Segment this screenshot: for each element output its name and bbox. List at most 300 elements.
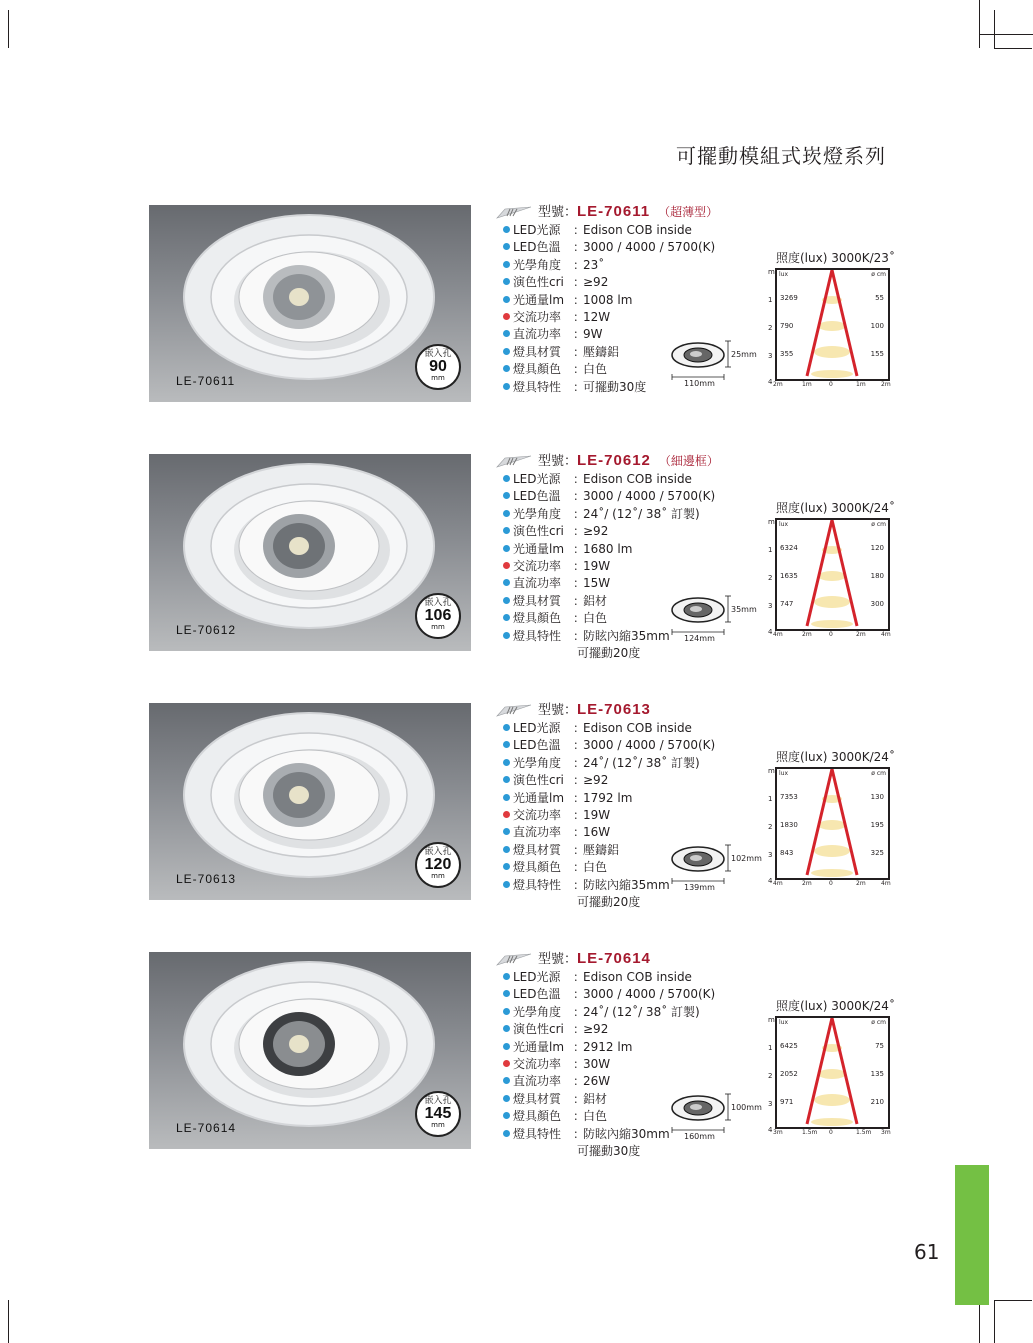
y-axis-tick: m — [768, 1016, 775, 1024]
blue-bullet-icon — [503, 990, 510, 997]
lux-header: lux — [779, 271, 789, 278]
diameter-header: ø cm — [871, 770, 886, 777]
spec-row — [503, 239, 715, 256]
spec-key: 交流功率 — [513, 807, 562, 822]
blue-bullet-icon — [503, 1130, 510, 1137]
x-axis-tick: 2m — [856, 880, 866, 887]
lux-value: 2052 — [780, 1070, 798, 1078]
product-section — [0, 205, 1033, 405]
blue-bullet-icon — [503, 365, 510, 372]
spec-row — [503, 471, 715, 488]
blue-bullet-icon — [503, 330, 510, 337]
spec-value: 3000 / 4000 / 5700(K) — [583, 738, 716, 753]
spec-continuation: 可擺動30度 — [577, 1143, 641, 1158]
blue-bullet-icon — [503, 527, 510, 534]
product-section — [0, 950, 1033, 1158]
spec-value: 19W — [583, 807, 611, 822]
model-code: LE-70614 — [577, 950, 651, 967]
spec-separator: ： — [573, 1056, 586, 1071]
illuminance-chart-title: 照度(lux) 3000K/24˚ — [776, 501, 895, 515]
spec-separator: ： — [573, 362, 586, 377]
spec-key: 直流功率 — [513, 327, 562, 342]
blue-bullet-icon — [503, 243, 510, 250]
spec-separator: ： — [573, 327, 586, 342]
lux-header: lux — [779, 770, 789, 777]
spec-value: 鋁材 — [583, 1091, 608, 1106]
spec-key: 燈具材質 — [513, 842, 562, 857]
spec-value: 3000 / 4000 / 5700(K) — [583, 489, 716, 504]
spec-row — [503, 755, 715, 772]
spec-key: 燈具顏色 — [513, 362, 562, 377]
spec-key: 燈具特性 — [513, 1126, 562, 1141]
spec-value: 16W — [583, 825, 611, 840]
x-axis-tick: 1m — [802, 381, 812, 388]
blue-bullet-icon — [503, 741, 510, 748]
spec-value: 24˚/ (12˚/ 38˚ 訂製) — [583, 506, 700, 521]
spec-value: 24˚/ (12˚/ 38˚ 訂製) — [583, 1004, 700, 1019]
spec-key: 燈具材質 — [513, 593, 562, 608]
y-axis-tick: 3 — [768, 352, 773, 360]
spec-value: 防眩內縮30mm — [583, 1126, 670, 1141]
spec-separator: ： — [573, 576, 586, 591]
lux-value: 7353 — [780, 793, 798, 801]
cutout-size-badge — [415, 593, 461, 639]
lux-value: 843 — [780, 849, 794, 857]
cutout-value: 90 — [429, 358, 447, 375]
dimension-width: 110mm — [684, 379, 715, 388]
model-key: 型號： — [538, 703, 578, 718]
x-axis-tick: 2m — [856, 631, 866, 638]
y-axis-tick: 2 — [768, 324, 773, 332]
blue-bullet-icon — [503, 632, 510, 639]
x-axis-tick: 1m — [856, 381, 866, 388]
photo-model-label: LE-70613 — [176, 872, 237, 886]
crop-mark — [994, 1300, 1032, 1301]
blue-bullet-icon — [503, 226, 510, 233]
beam-spot — [811, 620, 853, 628]
blue-bullet-icon — [503, 776, 510, 783]
crop-mark — [8, 10, 9, 48]
diameter-value: 75 — [875, 1042, 884, 1050]
lux-value: 355 — [780, 350, 794, 358]
cutout-value: 106 — [424, 607, 452, 624]
lux-value: 6425 — [780, 1042, 798, 1050]
le-logo-icon — [495, 703, 533, 717]
illuminance-chart-title: 照度(lux) 3000K/23˚ — [776, 251, 895, 265]
red-bullet-icon — [503, 811, 510, 818]
spec-value: 2912 lm — [583, 1039, 633, 1054]
spec-value: 可擺動30度 — [583, 379, 647, 394]
spec-value: Edison COB inside — [583, 223, 692, 237]
spec-row — [503, 986, 715, 1003]
spec-separator: ： — [573, 1109, 586, 1124]
x-axis-tick: 1.5m — [856, 1129, 872, 1136]
y-axis-tick: 3 — [768, 602, 773, 610]
y-axis-tick: 1 — [768, 296, 773, 304]
spec-value: 1792 lm — [583, 790, 633, 805]
diameter-header: ø cm — [871, 521, 886, 528]
spec-key: LED色溫 — [513, 987, 561, 1002]
blue-bullet-icon — [503, 828, 510, 835]
blue-bullet-icon — [503, 597, 510, 604]
x-axis-tick: 0 — [829, 880, 833, 887]
lux-header: lux — [779, 521, 789, 528]
spec-separator: ： — [573, 773, 586, 788]
spec-key: 演色性cri — [513, 524, 564, 539]
spec-separator: ： — [573, 970, 586, 984]
y-axis-tick: 4 — [768, 1126, 773, 1134]
model-key: 型號： — [538, 205, 578, 220]
spec-separator: ： — [573, 1126, 586, 1141]
spec-separator: ： — [573, 558, 586, 573]
diameter-value: 55 — [875, 294, 884, 302]
spec-key: 燈具特性 — [513, 379, 562, 394]
spec-key: LED色溫 — [513, 738, 561, 753]
spec-row — [503, 274, 715, 291]
diameter-value: 300 — [870, 600, 884, 608]
photo-model-label: LE-70614 — [176, 1121, 237, 1135]
spec-key: 演色性cri — [513, 1022, 564, 1037]
dimension-height: 100mm — [731, 1103, 762, 1112]
diameter-value: 155 — [870, 350, 884, 358]
cutout-value: 120 — [424, 856, 452, 873]
spec-separator: ： — [573, 1091, 586, 1106]
lux-header: lux — [779, 1019, 789, 1026]
x-axis-tick: 2m — [881, 381, 891, 388]
illuminance-chart-title: 照度(lux) 3000K/24˚ — [776, 750, 895, 764]
beam-spot — [811, 869, 853, 877]
spec-value: Edison COB inside — [583, 472, 692, 486]
x-axis-tick: 2m — [802, 631, 812, 638]
lux-value: 3269 — [780, 294, 798, 302]
spec-key: 燈具顏色 — [513, 860, 562, 875]
beam-spot — [818, 571, 846, 581]
diameter-value: 195 — [870, 821, 884, 829]
y-axis-tick: 2 — [768, 1072, 773, 1080]
diameter-value: 180 — [870, 572, 884, 580]
spec-value: 防眩內縮35mm — [583, 628, 670, 643]
crop-mark — [994, 10, 995, 48]
spec-key: 燈具特性 — [513, 877, 562, 892]
section-tab — [955, 1165, 989, 1305]
blue-bullet-icon — [503, 475, 510, 482]
x-axis-tick: 4m — [881, 880, 891, 887]
spec-separator: ： — [573, 506, 586, 521]
spec-key: 光學角度 — [513, 1004, 562, 1019]
spec-row — [503, 488, 715, 505]
diameter-value: 130 — [870, 793, 884, 801]
spec-value: 壓鑄鋁 — [583, 842, 620, 857]
spec-value: 26W — [583, 1074, 611, 1089]
diameter-value: 135 — [870, 1070, 884, 1078]
spec-separator: ： — [573, 877, 586, 892]
spec-separator: ： — [573, 524, 586, 539]
beam-spot — [814, 845, 850, 857]
spec-key: 燈具材質 — [513, 1091, 562, 1106]
dimension-width: 160mm — [684, 1132, 715, 1141]
beam-spot — [818, 1069, 846, 1079]
spec-value: 15W — [583, 576, 611, 591]
spec-key: 光學角度 — [513, 755, 562, 770]
spec-row — [503, 541, 715, 558]
y-axis-tick: 2 — [768, 574, 773, 582]
beam-spot — [811, 1118, 853, 1126]
cutout-unit: mm — [431, 623, 445, 631]
spec-separator: ： — [573, 593, 586, 608]
beam-spot — [814, 596, 850, 608]
y-axis-tick: 3 — [768, 851, 773, 859]
spec-row — [503, 807, 715, 824]
spec-key: LED光源 — [513, 970, 561, 984]
spec-value: 9W — [583, 327, 603, 342]
spec-row — [503, 292, 715, 309]
lux-value: 1635 — [780, 572, 798, 580]
spec-value: 白色 — [583, 611, 608, 626]
blue-bullet-icon — [503, 1008, 510, 1015]
blue-bullet-icon — [503, 759, 510, 766]
blue-bullet-icon — [503, 614, 510, 621]
spec-separator: ： — [573, 309, 586, 324]
blue-bullet-icon — [503, 1112, 510, 1119]
y-axis-tick: m — [768, 767, 775, 775]
red-bullet-icon — [503, 313, 510, 320]
spec-separator: ： — [573, 223, 586, 237]
spec-key: 燈具特性 — [513, 628, 562, 643]
blue-bullet-icon — [503, 510, 510, 517]
spec-continuation: 可擺動20度 — [577, 645, 641, 660]
lux-value: 1830 — [780, 821, 798, 829]
blue-bullet-icon — [503, 492, 510, 499]
product-photo — [149, 205, 471, 402]
x-axis-tick: 4m — [773, 880, 783, 887]
spec-value: 壓鑄鋁 — [583, 344, 620, 359]
cutout-unit: mm — [431, 1121, 445, 1129]
spec-separator: ： — [573, 987, 586, 1002]
spec-value: ≥92 — [583, 524, 609, 539]
crop-mark — [8, 1300, 9, 1343]
spec-value: 23˚ — [583, 257, 605, 272]
spec-separator: ： — [573, 611, 586, 626]
spec-key: 燈具顏色 — [513, 611, 562, 626]
spec-value: Edison COB inside — [583, 721, 692, 735]
spec-key: 交流功率 — [513, 558, 562, 573]
spec-row — [503, 523, 715, 540]
y-axis-tick: 4 — [768, 378, 773, 386]
le-logo-icon — [495, 952, 533, 966]
diameter-value: 100 — [870, 322, 884, 330]
spec-row — [503, 222, 715, 239]
blue-bullet-icon — [503, 1025, 510, 1032]
lux-value: 6324 — [780, 544, 798, 552]
spec-separator: ： — [573, 240, 586, 255]
blue-bullet-icon — [503, 724, 510, 731]
x-axis-tick: 4m — [881, 631, 891, 638]
spec-row — [503, 824, 715, 841]
blue-bullet-icon — [503, 794, 510, 801]
spec-separator: ： — [573, 472, 586, 486]
y-axis-tick: 1 — [768, 1044, 773, 1052]
spec-key: 演色性cri — [513, 275, 564, 290]
spec-key: 交流功率 — [513, 1056, 562, 1071]
model-note: （細邊框） — [658, 454, 719, 468]
spec-separator: ： — [573, 541, 586, 556]
spec-row — [503, 790, 715, 807]
spec-row — [503, 575, 715, 592]
spec-key: 直流功率 — [513, 1074, 562, 1089]
cutout-label: 嵌入孔 — [424, 847, 452, 857]
x-axis-tick: 2m — [802, 880, 812, 887]
y-axis-tick: m — [768, 268, 775, 276]
spec-separator: ： — [573, 807, 586, 822]
cutout-value: 145 — [424, 1105, 452, 1122]
spec-row — [503, 1021, 715, 1038]
x-axis-tick: 0 — [829, 631, 833, 638]
blue-bullet-icon — [503, 348, 510, 355]
spec-row — [503, 720, 715, 737]
diameter-header: ø cm — [871, 1019, 886, 1026]
spec-separator: ： — [573, 1074, 586, 1089]
product-section — [0, 701, 1033, 909]
spec-key: 燈具顏色 — [513, 1109, 562, 1124]
model-line — [538, 699, 659, 718]
illuminance-chart — [768, 1016, 891, 1136]
blue-bullet-icon — [503, 973, 510, 980]
spec-row — [503, 772, 715, 789]
y-axis-tick: 1 — [768, 546, 773, 554]
spec-separator: ： — [573, 1022, 586, 1037]
product-section — [0, 452, 1033, 660]
beam-spot — [814, 346, 850, 358]
crop-mark — [994, 1300, 995, 1343]
spec-value: 12W — [583, 309, 611, 324]
spec-row — [503, 506, 715, 523]
spec-row — [503, 1004, 715, 1021]
blue-bullet-icon — [503, 881, 510, 888]
dimension-height: 35mm — [731, 605, 757, 614]
spec-row — [503, 1039, 715, 1056]
spec-key: 燈具材質 — [513, 344, 562, 359]
photo-model-label: LE-70612 — [176, 623, 237, 637]
spec-row — [503, 737, 715, 754]
spec-key: 光通量lm — [513, 1039, 565, 1054]
blue-bullet-icon — [503, 545, 510, 552]
cutout-unit: mm — [431, 374, 445, 382]
x-axis-tick: 3m — [881, 1129, 891, 1136]
y-axis-tick: 1 — [768, 795, 773, 803]
dimension-width: 124mm — [684, 634, 715, 643]
illuminance-chart — [768, 767, 891, 887]
model-code: LE-70611 — [577, 203, 651, 220]
spec-key: 演色性cri — [513, 773, 564, 788]
spec-value: 3000 / 4000 / 5700(K) — [583, 240, 716, 255]
product-photo — [149, 454, 471, 651]
model-code: LE-70613 — [577, 701, 651, 718]
spec-value: 白色 — [583, 860, 608, 875]
red-bullet-icon — [503, 562, 510, 569]
spec-separator: ： — [573, 721, 586, 735]
blue-bullet-icon — [503, 1077, 510, 1084]
dimension-width: 139mm — [684, 883, 715, 892]
spec-separator: ： — [573, 275, 586, 290]
x-axis-tick: 2m — [773, 381, 783, 388]
y-axis-tick: 4 — [768, 877, 773, 885]
spec-separator: ： — [573, 628, 586, 643]
le-logo-icon — [495, 205, 533, 219]
blue-bullet-icon — [503, 579, 510, 586]
spec-separator: ： — [573, 489, 586, 504]
spec-separator: ： — [573, 379, 586, 394]
spec-value: 24˚/ (12˚/ 38˚ 訂製) — [583, 755, 700, 770]
beam-spot — [818, 321, 846, 331]
blue-bullet-icon — [503, 1043, 510, 1050]
spec-value: 白色 — [583, 362, 608, 377]
diameter-value: 120 — [870, 544, 884, 552]
dimension-height: 102mm — [731, 854, 762, 863]
cutout-size-badge — [415, 344, 461, 390]
crop-mark — [979, 34, 1033, 35]
blue-bullet-icon — [503, 278, 510, 285]
x-axis-tick: 4m — [773, 631, 783, 638]
spec-separator: ： — [573, 1039, 586, 1054]
beam-spot — [818, 820, 846, 830]
blue-bullet-icon — [503, 846, 510, 853]
spec-key: 光學角度 — [513, 506, 562, 521]
spec-value: 30W — [583, 1056, 611, 1071]
spec-key: LED色溫 — [513, 240, 561, 255]
spec-value: 1008 lm — [583, 292, 633, 307]
x-axis-tick: 1.5m — [802, 1129, 818, 1136]
spec-value: 1680 lm — [583, 541, 633, 556]
page-number: 61 — [914, 1240, 940, 1264]
spec-key: LED光源 — [513, 472, 561, 486]
spec-separator: ： — [573, 755, 586, 770]
spec-key: 光通量lm — [513, 292, 565, 307]
model-line — [538, 948, 659, 967]
spec-value: 鋁材 — [583, 593, 608, 608]
illuminance-chart — [768, 268, 891, 388]
x-axis-tick: 0 — [829, 381, 833, 388]
spec-separator: ： — [573, 738, 586, 753]
model-note: （超薄型） — [658, 205, 719, 219]
spec-row — [503, 309, 715, 326]
crop-mark — [979, 0, 980, 48]
le-logo-icon — [495, 454, 533, 468]
page-title: 可擺動模組式崁燈系列 — [676, 144, 886, 168]
cutout-size-badge — [415, 1091, 461, 1137]
spec-separator: ： — [573, 1004, 586, 1019]
spec-value: ≥92 — [583, 275, 609, 290]
red-bullet-icon — [503, 1060, 510, 1067]
cutout-size-badge — [415, 842, 461, 888]
cutout-label: 嵌入孔 — [424, 598, 452, 608]
spec-value: 19W — [583, 558, 611, 573]
spec-key: 光通量lm — [513, 790, 565, 805]
lux-value: 971 — [780, 1098, 794, 1106]
diameter-value: 210 — [870, 1098, 884, 1106]
model-line — [538, 201, 718, 220]
spec-separator: ： — [573, 790, 586, 805]
spec-key: LED光源 — [513, 721, 561, 735]
spec-separator: ： — [573, 344, 586, 359]
spec-key: 光通量lm — [513, 541, 565, 556]
crop-mark — [979, 1305, 980, 1343]
x-axis-tick: 0 — [829, 1129, 833, 1136]
dimension-height: 25mm — [731, 350, 757, 359]
spec-row — [503, 257, 715, 274]
product-photo — [149, 703, 471, 900]
spec-separator: ： — [573, 257, 586, 272]
crop-mark — [994, 48, 1032, 49]
